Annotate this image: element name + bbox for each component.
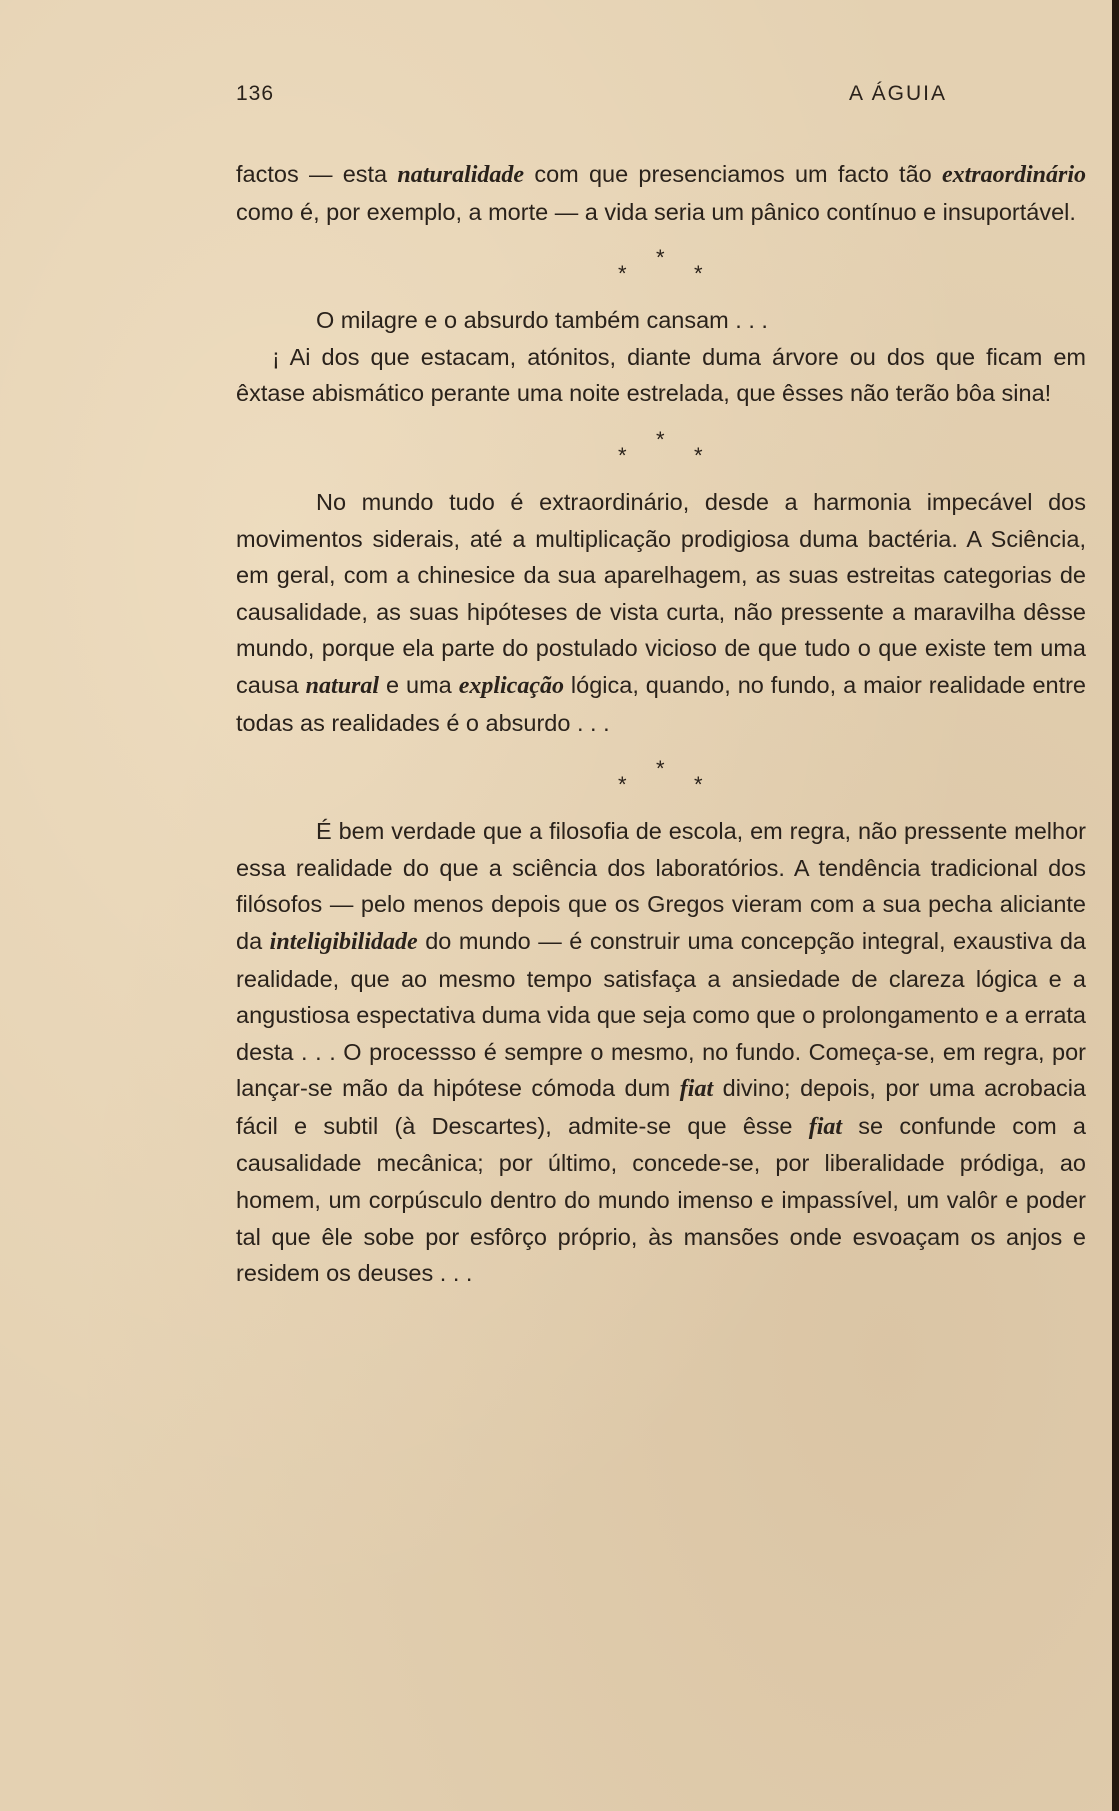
text-run: ¡ Ai dos que estacam, atónitos, diante duma árvore ou dos que ficam em êxtase abismático perante uma noite estrelada, que êsses não terão bôa sina! <box>236 343 1086 407</box>
running-title: A ÁGUIA <box>848 82 947 105</box>
asterisk: * <box>694 442 703 468</box>
paragraph-5 <box>236 813 1086 1292</box>
body-text <box>236 156 1086 1292</box>
text-run: e uma <box>379 671 459 698</box>
asterisk: * <box>618 772 627 798</box>
text-run: factos — esta <box>236 161 398 187</box>
asterism-1 <box>236 230 1086 302</box>
paragraph-2 <box>236 302 1086 339</box>
italic-term: fiat <box>808 1113 843 1140</box>
asterisk: * <box>656 426 665 452</box>
text-run: do mundo — é construir uma concepção integral, exaustiva da realidade, que ao mesmo tempo satisfaça a ansiedade de clareza lógica e a angustiosa espectativa duma vida que seja como que o prolongamento e a errata desta . . . O processso é sempre o mesmo, no fundo. Começa-se, em regra, por lançar-se mão da hipótese cómoda dum <box>236 927 1086 1102</box>
text-run: lógica, quando, no fundo, a maior realidade entre todas as realidades é o absurdo . . . <box>236 671 1087 736</box>
asterisk: * <box>618 442 627 468</box>
paragraph-1 <box>236 156 1086 230</box>
running-head <box>236 82 947 112</box>
asterism-2 <box>236 412 1086 484</box>
italic-term: naturalidade <box>397 162 525 188</box>
text-run: se confunde com a causalidade mecânica; por último, concede-se, por liberalidade pródiga, ao homem, um corpúsculo dentro do mundo imenso e impassível, um valôr e poder tal que êle sobe por esfôrço próprio, às mansões onde esvoaçam os anjos e residem os deuses . . . <box>236 1112 1086 1287</box>
text-run: O milagre e o absurdo também cansam . . . <box>316 307 768 334</box>
paragraph-4 <box>236 484 1086 741</box>
italic-term: natural <box>305 672 380 699</box>
asterisk: * <box>656 245 665 271</box>
text-run: No mundo tudo é extraordinário, desde a harmonia impecável dos movimentos siderais, até a multiplicação prodigiosa duma bactéria. A Sciência, em geral, com a chinesice da sua aparelhagem, as suas estreitas categorias de causalidade, as suas hipóteses de vista curta, não pressente a maravilha dêsse mundo, porque ela parte do postulado vicioso de que tudo o que existe tem uma causa <box>236 488 1086 698</box>
text-run: como é, por exemplo, a morte — a vida seria um pânico contínuo e insuportável. <box>236 198 1076 225</box>
asterisk: * <box>694 261 703 287</box>
text-run: com que presenciamos um facto tão <box>524 161 942 187</box>
italic-term: explicação <box>458 672 564 699</box>
page-number: 136 <box>236 82 275 105</box>
italic-term: fiat <box>679 1076 714 1103</box>
italic-term: inteligibilidade <box>269 928 418 955</box>
page-gutter-shadow <box>1112 0 1119 1811</box>
asterisk: * <box>694 772 703 798</box>
text-run: É bem verdade que a filosofia de escola, em regra, não pressente melhor essa realidade do que a sciência dos laboratórios. A tendência tradicional dos filósofos — pelo menos depois que os Gregos vieram com a sua pecha aliciante da <box>236 818 1086 954</box>
asterism-3 <box>236 741 1086 813</box>
paragraph-3 <box>236 339 1086 412</box>
text-run: divino; depois, por uma acrobacia fácil e subtil (à Descartes), admite-se que êsse <box>236 1075 1086 1139</box>
asterisk: * <box>618 261 627 287</box>
asterisk: * <box>656 756 665 782</box>
italic-term: extraordinário <box>941 162 1087 188</box>
